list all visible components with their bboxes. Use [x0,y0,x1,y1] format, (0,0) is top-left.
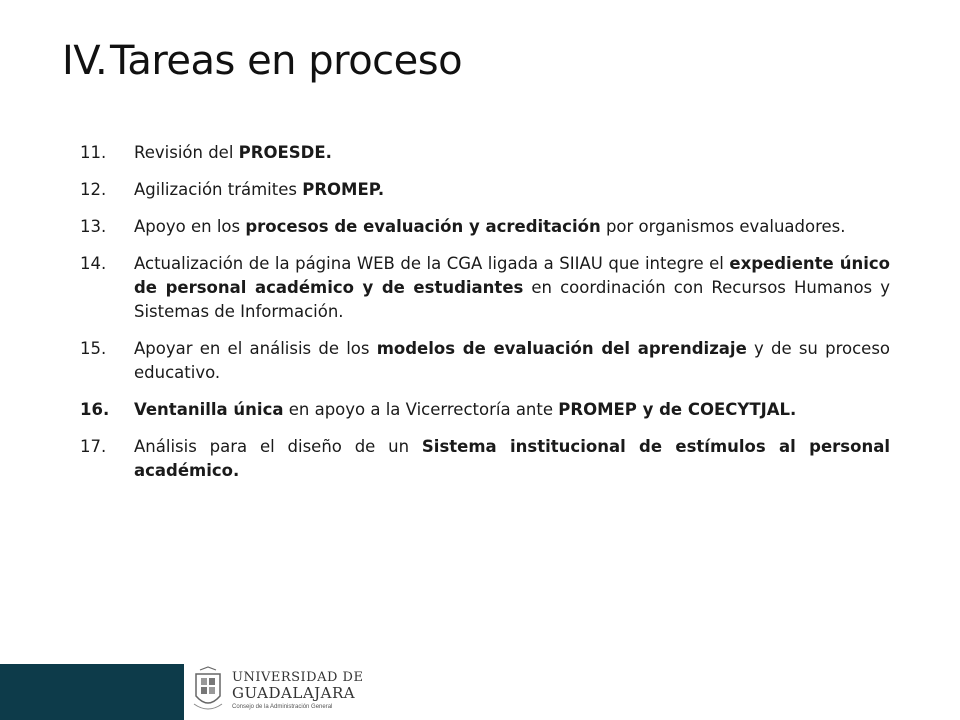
title-text: Tareas en proceso [110,38,463,84]
logo-line-3: Consejo de la Administración General [232,703,333,710]
list-item [80,252,890,324]
item-number: 15. [80,339,107,358]
item-text-bold: expediente único de personal académico y de estudiantes [134,254,890,297]
item-text-bold: Sistema institucional de estímulos al personal académico. [134,437,890,480]
item-text-bold: modelos de evaluación del aprendizaje [376,339,747,358]
item-text-part: Revisión del [134,143,239,162]
item-text-part: Análisis para el diseño de un [134,437,422,456]
logo-line-2: GUADALAJARA [232,683,356,702]
item-number: 14. [80,254,107,273]
item-text [134,215,890,239]
item-number: 17. [80,437,107,456]
item-text [134,178,890,202]
item-text-part: Apoyo en los [134,217,246,236]
list-item [80,215,890,239]
item-text-part: Actualización de la página WEB de la CGA ligada a SIIAU que integre el [134,254,730,273]
item-text-bold: procesos de evaluación y acreditación [245,217,601,236]
slide-title [62,38,462,84]
item-text-part: por organismos evaluadores. [600,217,846,236]
item-text [134,435,890,483]
item-text [134,337,890,385]
item-text [134,141,890,165]
item-text-part: Agilización trámites [134,180,303,199]
university-seal-icon [192,666,224,714]
task-list [80,141,890,496]
item-text-part: en apoyo a la Vicerrectoría ante [283,400,559,419]
list-item [80,398,890,422]
item-text [134,398,890,422]
item-text-part: en coordinación con Recursos Humanos y Sistemas de Información. [134,278,890,321]
list-item [80,178,890,202]
footer-bar [0,664,184,720]
item-number: 16. [80,400,110,419]
university-logo [192,664,363,716]
item-text-part: Apoyar en el análisis de los [134,339,377,358]
item-text-bold: PROMEP y de COECYTJAL. [558,400,797,419]
item-number: 12. [80,180,107,199]
item-number: 13. [80,217,107,236]
list-item [80,337,890,385]
logo-line-1: UNIVERSIDAD DE [232,669,364,685]
item-text [134,252,890,324]
item-text-bold: PROMEP. [302,180,385,199]
list-item [80,141,890,165]
title-number: IV. [62,38,108,84]
list-item [80,435,890,483]
item-number: 11. [80,143,107,162]
item-text-bold: PROESDE. [238,143,332,162]
item-text-part: y de su proceso educativo. [134,339,891,382]
item-text-bold: Ventanilla única [134,400,284,419]
